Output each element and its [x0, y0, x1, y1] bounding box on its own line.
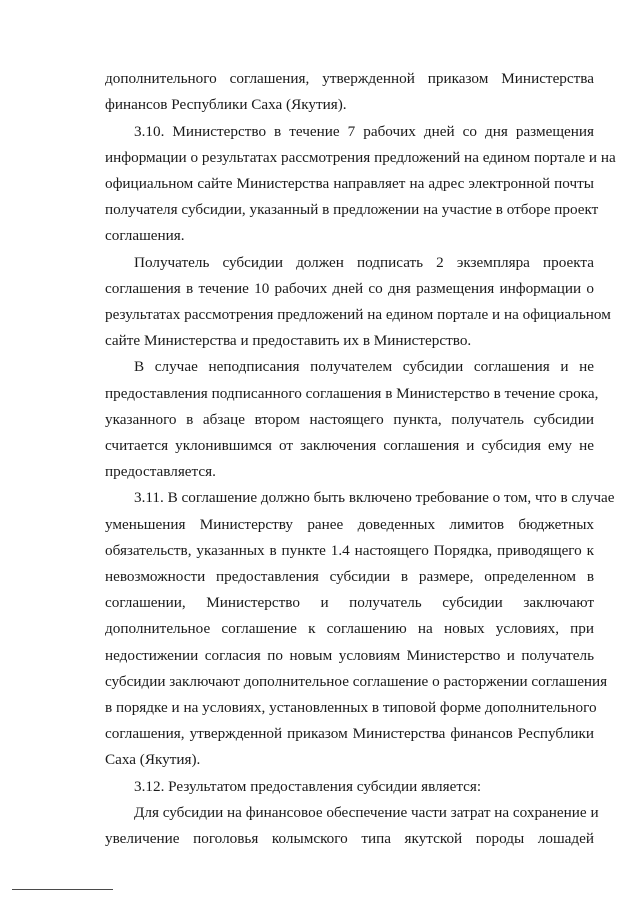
text-line: увеличение поголовья колымского типа якутской породы лошадей [105, 830, 594, 847]
text-line: предоставляется. [105, 463, 216, 480]
text-line: Саха (Якутия). [105, 751, 201, 768]
text-line: соглашения в течение 10 рабочих дней со дня размещения информации о [105, 280, 594, 297]
text-line: субсидии заключают дополнительное соглашение о расторжении соглашения [105, 673, 608, 690]
text-line: сайте Министерства и предоставить их в Министерство. [105, 332, 472, 349]
text-line: предоставления подписанного соглашения в Министерство в течение срока, [105, 385, 599, 402]
text-line: финансов Республики Саха (Якутия). [105, 96, 347, 113]
text-line: соглашении, Министерство и получатель субсидии заключают [105, 594, 594, 611]
text-line: соглашения. [105, 227, 185, 244]
text-line: невозможности предоставления субсидии в размере, определенном в [105, 568, 594, 585]
text-line: уменьшения Министерству ранее доведенных лимитов бюджетных [105, 516, 594, 533]
text-line: В случае неподписания получателем субсидии соглашения и не [134, 358, 594, 375]
text-line: результатах рассмотрения предложений на едином портале и на официальном [105, 306, 611, 323]
text-line: дополнительное соглашение к соглашению на новых условиях, при [105, 620, 594, 637]
text-line: 3.11. В соглашение должно быть включено требование о том, что в случае [134, 489, 615, 506]
text-line: официальном сайте Министерства направляет на адрес электронной почты [105, 175, 594, 192]
text-line: дополнительного соглашения, утвержденной приказом Министерства [105, 70, 594, 87]
text-line: недостижении согласия по новым условиям Министерство и получатель [105, 647, 594, 664]
text-line: Для субсидии на финансовое обеспечение части затрат на сохранение и [134, 804, 599, 821]
text-line: Получатель субсидии должен подписать 2 экземпляра проекта [134, 254, 594, 271]
text-line: 3.12. Результатом предоставления субсидии является: [134, 778, 482, 795]
text-line: в порядке и на условиях, установленных в типовой форме дополнительного [105, 699, 597, 716]
text-line: указанного в абзаце втором настоящего пункта, получатель субсидии [105, 411, 594, 428]
text-line: информации о результатах рассмотрения предложений на едином портале и на [105, 149, 616, 166]
text-line: 3.10. Министерство в течение 7 рабочих дней со дня размещения [134, 123, 594, 140]
text-line: обязательств, указанных в пункте 1.4 настоящего Порядка, приводящего к [105, 542, 594, 559]
text-line: получателя субсидии, указанный в предложении на участие в отборе проект [105, 201, 599, 218]
text-line: считается уклонившимся от заключения соглашения и субсидия ему не [105, 437, 594, 454]
footnote-rule [12, 889, 113, 890]
text-line: соглашения, утвержденной приказом Министерства финансов Республики [105, 725, 594, 742]
